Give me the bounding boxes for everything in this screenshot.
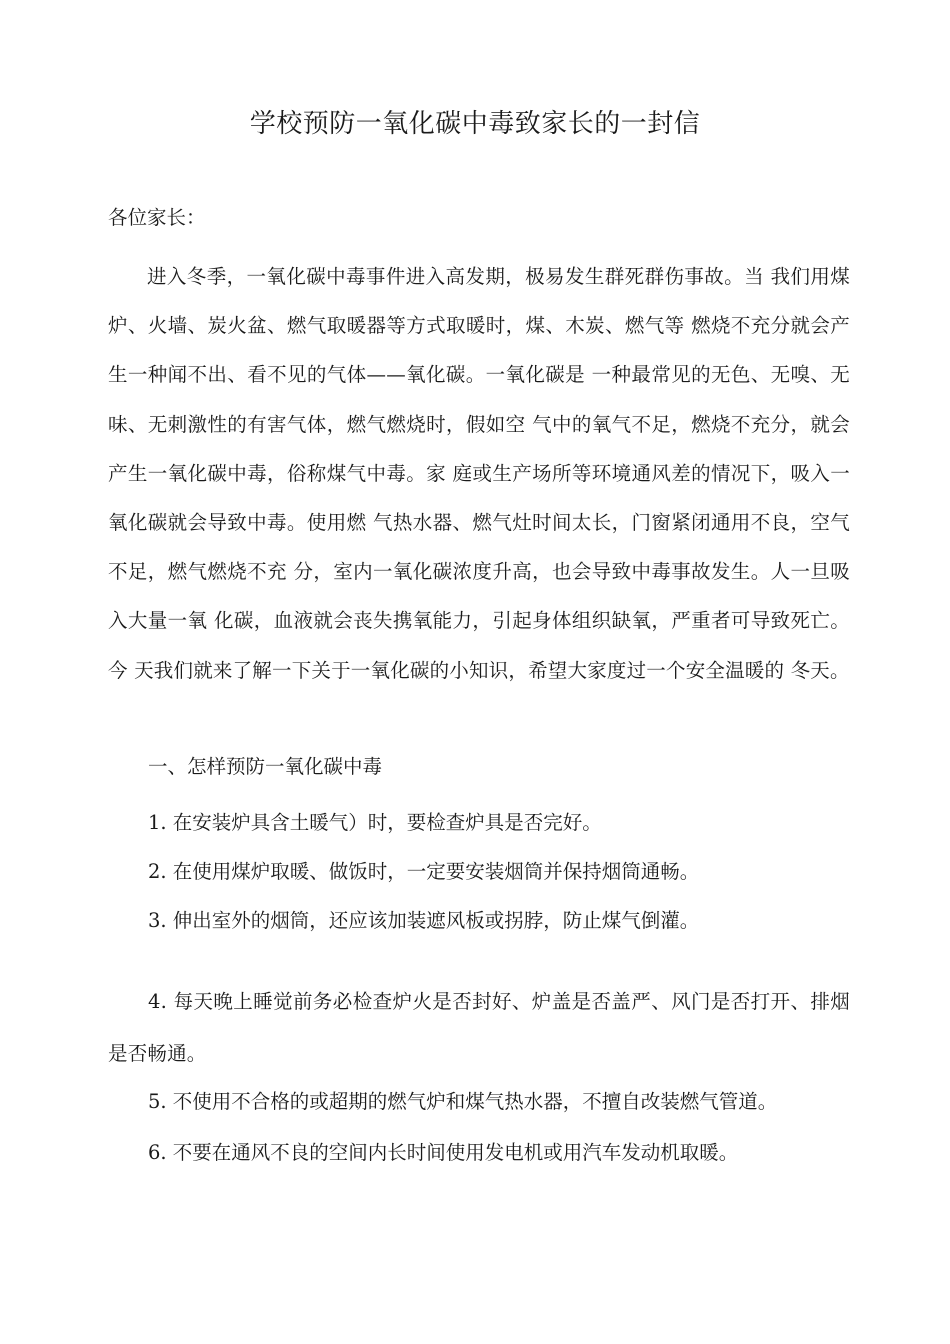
- document-title: 学校预防一氧化碳中毒致家长的一封信: [249, 109, 701, 139]
- list-item: 6. 不要在通风不良的空间内长时间使用发电机或用汽车发动机取暖。: [148, 1141, 739, 1164]
- list-item: 4. 每天晚上睡觉前务必检查炉火是否封好、炉盖是否盖严、风门是否打开、排烟是否畅通。: [108, 990, 850, 1065]
- list-item: 5. 不使用不合格的或超期的燃气炉和煤气热水器，不擅自改装燃气管道。: [148, 1090, 778, 1113]
- salutation: 各位家长：: [108, 206, 206, 229]
- intro-paragraph: 进入冬季，一氧化碳中毒事件进入高发期，极易发生群死群伤事故。当 我们用煤炉、火墙、炭火盆、燃气取暖器等方式取暖时，煤、木炭、燃气等 燃烧不充分就会产生一种闻不出、看不见的气体——氧化碳。一氧化碳是 一种最常见的无色、无嗅、无味、无刺激性的有害气体，燃气燃烧时，假如空 气中的氧气不足，燃烧不充分，就会产生一氧化碳中毒，俗称煤气中毒。家 庭或生产场所等环境通风差的情况下，吸入一氧化碳就会导致中毒。使用燃 气热水器、燃气灶时间太长，门窗紧闭通用不良，空气不足，燃气燃烧不充 分，室内一氧化碳浓度升高，也会导致中毒事故发生。人一旦吸入大量一氧 化碳，血液就会丧失携氧能力，引起身体组织缺氧，严重者可导致死亡。今 天我们就来了解一下关于一氧化碳的小知识，希望大家度过一个安全温暖的 冬天。: [108, 265, 850, 682]
- list-item: 1. 在安装炉具含土暖气）时，要检查炉具是否完好。: [148, 811, 602, 834]
- list-item: 2. 在使用煤炉取暖、做饭时，一定要安装烟筒并保持烟筒通畅。: [148, 860, 700, 883]
- section-heading: 一、怎样预防一氧化碳中毒: [148, 755, 383, 778]
- list-item: 3. 伸出室外的烟筒，还应该加装遮风板或拐脖，防止煤气倒灌。: [148, 909, 700, 932]
